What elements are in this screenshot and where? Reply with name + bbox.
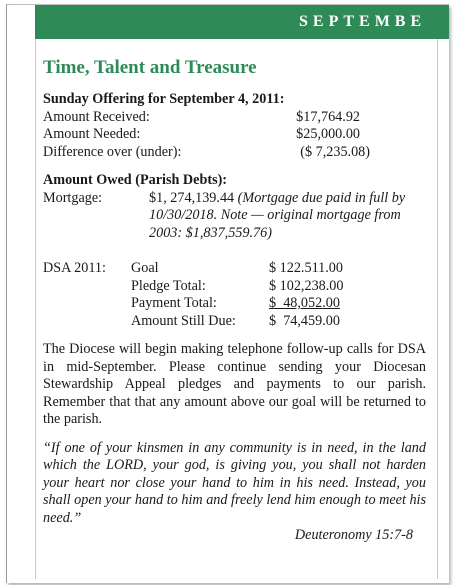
offering-amount: ($ 7,235.08) <box>300 143 370 160</box>
debts-heading: Amount Owed (Parish Debts): <box>43 172 228 188</box>
offering-label: Difference over (under): <box>43 143 182 160</box>
scripture-quote: “If one of your kinsmen in any community is in need, in the land which the LORD, your god, is giving you, you shall not harden your heart nor close your hand to him in his need. Instead, you shall open your hand to him and freely lend him enough to meet his need.” <box>43 439 426 526</box>
dsa-row <box>43 278 433 296</box>
dsa-item-amount: $ 48,052.00 <box>269 295 340 311</box>
mortgage-row <box>43 190 433 243</box>
dsa-item-amount: $ 102,238.00 <box>269 277 344 294</box>
dsa-label: DSA 2011: <box>43 260 106 276</box>
mortgage-label: Mortgage: <box>43 189 103 206</box>
offering-row <box>43 126 433 144</box>
dsa-item-label: Pledge Total: <box>131 277 206 294</box>
left-column-rule <box>35 39 36 579</box>
offering-label: Amount Received: <box>43 108 150 125</box>
dsa-item-label: Goal <box>131 260 159 276</box>
section-title: Time, Talent and Treasure <box>43 57 257 78</box>
offering-label: Amount Needed: <box>43 126 141 142</box>
offering-row <box>43 109 433 127</box>
diocese-paragraph: The Diocese will begin making telephone follow-up calls for DSA in mid-September. Please continue sending your Diocesan Stewardship Appeal pledges and payments to our parish. Remember that that any amount above our goal will be returned to the parish. <box>43 341 426 427</box>
offering-amount: $25,000.00 <box>296 126 360 142</box>
dsa-item-label: Payment Total: <box>131 295 217 311</box>
month-header-bar <box>35 5 449 39</box>
dsa-item-amount: $ 122.511.00 <box>269 260 343 276</box>
dsa-item-amount: $ 74,459.00 <box>269 312 340 329</box>
month-header-text: SEPTEMBE <box>299 13 427 30</box>
offering-row <box>43 144 433 162</box>
scripture-citation: Deuteronomy 15:7-8 <box>294 527 413 543</box>
mortgage-text <box>149 190 429 243</box>
content-body <box>43 91 433 545</box>
offering-amount: $17,764.92 <box>296 108 360 125</box>
mortgage-amount: $1, 274,139.44 <box>149 189 235 206</box>
right-column-rule <box>437 39 438 579</box>
offering-heading: Sunday Offering for September 4, 2011: <box>43 91 285 107</box>
dsa-item-label: Amount Still Due: <box>131 312 236 329</box>
dsa-row <box>43 295 433 313</box>
dsa-row <box>43 313 433 331</box>
mortgage-note: (Mortgage due paid in full by 10/30/2018. Note — original mortgage from 2003: $1,837,559.76) <box>149 189 406 241</box>
dsa-row <box>43 260 433 278</box>
